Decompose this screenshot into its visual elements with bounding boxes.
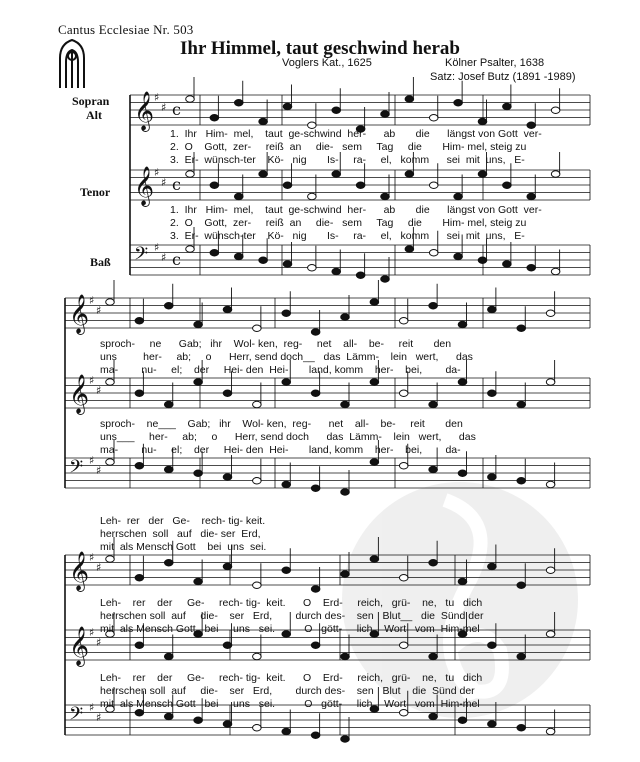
note-head	[282, 567, 291, 573]
note-head	[332, 171, 341, 177]
note-head	[135, 318, 144, 324]
note-head	[194, 578, 203, 584]
note-head	[381, 193, 390, 199]
sharp-icon: ♯	[154, 166, 160, 179]
lyric-line: herrschen soll auf die- ser Erd, durch des- sen Blut die Sünd der	[100, 685, 475, 697]
note-head	[311, 329, 320, 335]
time-signature: c	[172, 250, 181, 269]
note-head	[399, 390, 408, 396]
note-head	[429, 653, 438, 659]
note-head	[223, 474, 232, 480]
note-head	[210, 182, 219, 188]
note-head	[341, 401, 350, 407]
note-head	[370, 556, 379, 562]
note-head	[341, 314, 350, 320]
note-head	[253, 725, 262, 731]
note-head	[135, 710, 144, 716]
note-head	[194, 321, 203, 327]
note-head	[399, 463, 408, 469]
lyric-line: 1. Ihr Him- mel, taut ge-schwind her- ab die längst von Gott ver-	[170, 128, 542, 140]
note-head	[478, 257, 487, 263]
note-head	[517, 653, 526, 659]
voice-label-tenor: Tenor	[80, 185, 111, 199]
note-head	[332, 107, 341, 113]
lyric-line: Leh- rer der Ge- rech- tig- keit.	[100, 515, 266, 527]
sharp-icon: ♯	[89, 374, 95, 387]
note-head	[282, 728, 291, 734]
note-head	[399, 710, 408, 716]
arrangement-credit: Satz: Josef Butz (1891 -1989)	[430, 71, 576, 83]
note-head	[429, 466, 438, 472]
note-head	[454, 100, 463, 106]
lyric-line: 3. Er- wünsch-ter Kö- nig Is- ra- el, komm sei mit uns, E-	[170, 230, 525, 242]
note-head	[253, 478, 262, 484]
note-head	[429, 182, 438, 188]
treble-clef-icon: 𝄞	[134, 91, 155, 131]
note-head	[253, 325, 262, 331]
note-head	[488, 642, 497, 648]
note-head	[399, 642, 408, 648]
text-source: Kölner Psalter, 1638	[445, 57, 545, 69]
voice-label-bass: Baß	[90, 255, 111, 269]
lyric-line: herrschen soll auf die- ser Erd, durch des- sen Blut__ die Sünd der	[100, 610, 484, 622]
note-head	[282, 481, 291, 487]
note-head	[283, 261, 292, 267]
note-head	[517, 401, 526, 407]
time-signature: c	[172, 175, 181, 194]
note-head	[186, 171, 195, 177]
lyric-line: ma- nu- el; der Hei- den Hei- land, komm her- bei, da-	[100, 444, 461, 456]
sharp-icon: ♯	[96, 711, 102, 724]
lyric-line: 3. Er- wünsch-ter Kö- nig Is- ra- el, komm sei mit uns, E-	[170, 154, 525, 166]
note-head	[210, 250, 219, 256]
note-head	[399, 318, 408, 324]
note-head	[234, 193, 243, 199]
note-head	[429, 560, 438, 566]
note-head	[370, 379, 379, 385]
note-head	[458, 379, 467, 385]
note-head	[546, 481, 555, 487]
sharp-icon: ♯	[96, 304, 102, 317]
treble-clef-icon: 𝄞	[134, 166, 155, 206]
note-head	[478, 171, 487, 177]
note-head	[106, 299, 115, 305]
sharp-icon: ♯	[154, 91, 160, 104]
note-head	[186, 246, 195, 252]
note-head	[259, 171, 268, 177]
lyric-line: mit als Mensch Gott bei uns sei. O gött- lich Wort vom Him-mel	[100, 623, 480, 635]
sharp-icon: ♯	[96, 384, 102, 397]
note-head	[253, 401, 262, 407]
note-head	[259, 257, 268, 263]
note-head	[405, 96, 414, 102]
sharp-icon: ♯	[96, 464, 102, 477]
note-head	[454, 253, 463, 259]
note-head	[223, 642, 232, 648]
note-head	[429, 713, 438, 719]
note-head	[164, 560, 173, 566]
note-head	[429, 303, 438, 309]
sharp-icon: ♯	[89, 454, 95, 467]
hymn-title: Ihr Himmel, taut geschwind herab	[180, 38, 460, 59]
note-head	[341, 571, 350, 577]
sharp-icon: ♯	[161, 101, 167, 114]
note-head	[370, 299, 379, 305]
note-head	[194, 470, 203, 476]
note-head	[546, 567, 555, 573]
note-head	[517, 725, 526, 731]
note-head	[311, 485, 320, 491]
sharp-icon: ♯	[96, 561, 102, 574]
lyric-line: Leh- rer der Ge- rech- tig- keit. O Erd- reich, grü- ne, tu dich	[100, 672, 483, 684]
note-head	[223, 721, 232, 727]
note-head	[488, 390, 497, 396]
sharp-icon: ♯	[89, 626, 95, 639]
lyric-line: Leh- rer der Ge- rech- tig- keit. O Erd- reich, grü- ne, tu dich	[100, 597, 483, 609]
note-head	[429, 115, 438, 121]
note-head	[210, 115, 219, 121]
note-head	[135, 463, 144, 469]
note-head	[551, 268, 560, 274]
note-head	[194, 379, 203, 385]
note-head	[282, 310, 291, 316]
lyric-line: 2. O Gott, zer- reiß an die- sem Tag die Him- mel, steig zu	[170, 217, 527, 229]
series-label: Cantus Ecclesiae Nr. 503	[58, 22, 194, 37]
note-head	[234, 253, 243, 259]
note-head	[527, 193, 536, 199]
bass-clef-icon: 𝄢	[69, 457, 84, 482]
sharp-icon: ♯	[89, 701, 95, 714]
note-head	[311, 390, 320, 396]
note-head	[551, 171, 560, 177]
note-head	[546, 379, 555, 385]
note-head	[488, 306, 497, 312]
note-head	[234, 100, 243, 106]
lyric-line: uns___ her- ab; o Herr, send doch das Lämm- lein wert, das	[100, 431, 476, 443]
note-head	[405, 171, 414, 177]
note-head	[503, 182, 512, 188]
sharp-icon: ♯	[89, 294, 95, 307]
note-head	[253, 582, 262, 588]
note-head	[405, 246, 414, 252]
note-head	[164, 653, 173, 659]
sharp-icon: ♯	[161, 251, 167, 264]
note-head	[164, 713, 173, 719]
note-head	[223, 563, 232, 569]
note-head	[503, 261, 512, 267]
note-head	[332, 268, 341, 274]
note-head	[488, 721, 497, 727]
note-head	[135, 575, 144, 581]
note-head	[429, 250, 438, 256]
note-head	[341, 489, 350, 495]
note-head	[551, 107, 560, 113]
note-head	[282, 379, 291, 385]
note-head	[341, 653, 350, 659]
church-window-logo	[60, 40, 84, 88]
note-head	[399, 575, 408, 581]
note-head	[135, 642, 144, 648]
note-head	[546, 631, 555, 637]
note-head	[517, 325, 526, 331]
note-head	[164, 303, 173, 309]
note-head	[311, 586, 320, 592]
voice-label-soprano: Sopran	[72, 94, 110, 108]
note-head	[517, 478, 526, 484]
sharp-icon: ♯	[161, 176, 167, 189]
note-head	[186, 96, 195, 102]
note-head	[370, 459, 379, 465]
lyric-line: mit als Mensch Gott bei uns sei. O gött- lich Wort vom Him-mel	[100, 698, 480, 710]
note-head	[106, 379, 115, 385]
treble-clef-icon: 𝄞	[69, 294, 90, 334]
bass-clef-icon: 𝄢	[134, 244, 149, 269]
treble-clef-icon: 𝄞	[69, 626, 90, 666]
lyric-line: sproch- ne Gab; ihr Wol- ken, reg- net all- be- reit den	[100, 338, 452, 350]
lyric-line: uns her- ab; o Herr, send doch__ das Lämm- lein wert, das	[100, 351, 473, 363]
treble-clef-icon: 𝄞	[69, 551, 90, 591]
lyric-line: mit als Mensch Gott bei uns sei.	[100, 541, 267, 553]
note-head	[503, 103, 512, 109]
note-head	[546, 728, 555, 734]
melody-source: Voglers Kat., 1625	[282, 57, 372, 69]
treble-clef-icon: 𝄞	[69, 374, 90, 414]
note-head	[311, 642, 320, 648]
note-head	[164, 401, 173, 407]
note-head	[253, 653, 262, 659]
note-head	[527, 265, 536, 271]
note-head	[381, 111, 390, 117]
note-head	[135, 390, 144, 396]
note-head	[454, 193, 463, 199]
note-head	[429, 401, 438, 407]
note-head	[164, 466, 173, 472]
note-head	[223, 306, 232, 312]
note-head	[458, 578, 467, 584]
note-head	[488, 474, 497, 480]
note-head	[259, 118, 268, 124]
voice-label-alto: Alt	[86, 108, 102, 122]
note-head	[308, 193, 317, 199]
note-head	[458, 321, 467, 327]
note-head	[381, 276, 390, 282]
note-head	[106, 459, 115, 465]
note-head	[356, 272, 365, 278]
lyric-line: 2. O Gott, zer- reiß an die- sem Tag die Him- mel, steig zu	[170, 141, 527, 153]
sharp-icon: ♯	[96, 636, 102, 649]
note-head	[478, 118, 487, 124]
note-head	[488, 563, 497, 569]
lyric-line: sproch- ne___ Gab; ihr Wol- ken, reg- net all- be- reit den	[100, 418, 463, 430]
bass-clef-icon: 𝄢	[69, 704, 84, 729]
time-signature: c	[172, 100, 181, 119]
note-head	[308, 265, 317, 271]
note-head	[283, 182, 292, 188]
note-head	[458, 717, 467, 723]
lyric-line: herrschen soll auf die- ser Erd,	[100, 528, 261, 540]
note-head	[517, 582, 526, 588]
sharp-icon: ♯	[154, 241, 160, 254]
lyric-line: 1. Ihr Him- mel, taut ge-schwind her- ab die längst von Gott ver-	[170, 204, 542, 216]
lyric-line: ma- nu- el; der Hei- den Hei- land, komm her- bei, da-	[100, 364, 461, 376]
note-head	[546, 310, 555, 316]
sharp-icon: ♯	[89, 551, 95, 564]
note-head	[311, 732, 320, 738]
note-head	[458, 470, 467, 476]
note-head	[106, 556, 115, 562]
note-head	[341, 736, 350, 742]
note-head	[194, 717, 203, 723]
note-head	[283, 103, 292, 109]
note-head	[356, 182, 365, 188]
note-head	[223, 390, 232, 396]
